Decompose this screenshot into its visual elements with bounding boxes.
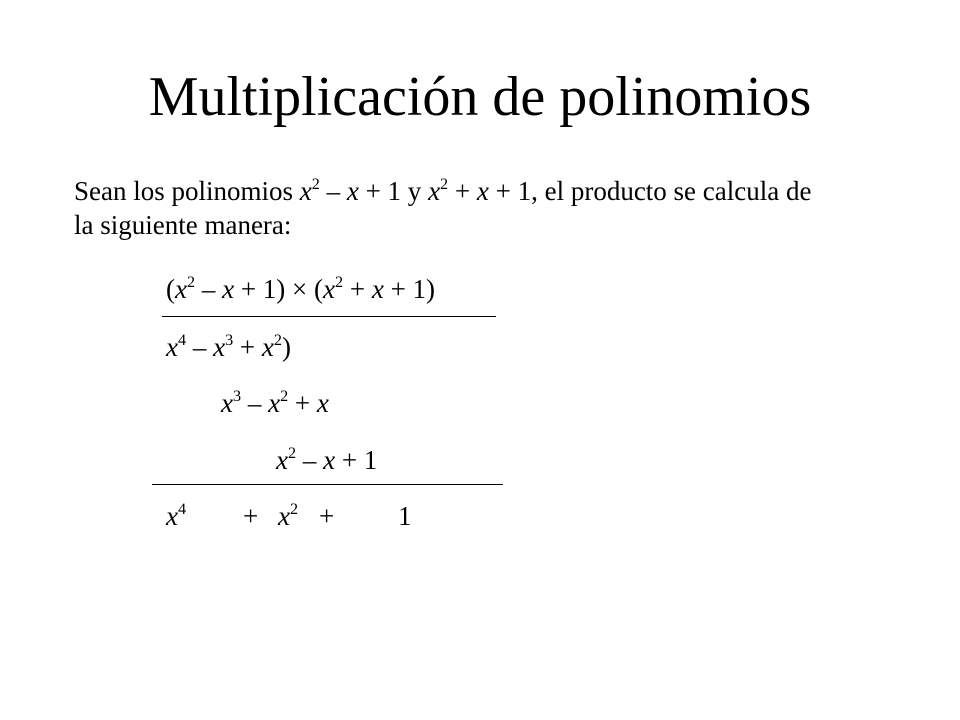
- result-term-x4: [166, 499, 186, 533]
- exponent: 2: [289, 500, 299, 519]
- slide-title: Multiplicación de polinomios: [148, 66, 812, 128]
- exponent: 4: [177, 500, 187, 519]
- intro-text: + 1 y: [358, 176, 429, 206]
- result-constant: 1: [398, 501, 412, 531]
- var-x: x: [222, 274, 235, 304]
- var-x: x: [166, 501, 178, 531]
- operator: –: [319, 176, 347, 206]
- exponent: 4: [177, 331, 187, 350]
- var-x: x: [476, 176, 489, 206]
- divider-line-bottom: [152, 484, 503, 485]
- factors-line: [166, 272, 435, 306]
- var-x: x: [316, 388, 329, 418]
- operator: +: [448, 176, 477, 206]
- paren: (: [307, 274, 324, 304]
- var-x: x: [278, 501, 290, 531]
- term: + 1: [335, 445, 378, 475]
- var-x: x: [323, 274, 335, 304]
- var-x: x: [299, 176, 312, 206]
- intro-paragraph: [74, 174, 834, 242]
- var-x: x: [268, 388, 281, 418]
- var-x: x: [221, 388, 233, 418]
- divider-line-top: [162, 316, 496, 317]
- partial-product-row-2: [221, 386, 329, 420]
- partial-product-row-3: [276, 443, 377, 477]
- var-x: x: [276, 445, 288, 475]
- exponent: 2: [280, 387, 289, 406]
- exponent: 2: [273, 331, 282, 350]
- operator: –: [241, 388, 269, 418]
- operator: +: [288, 388, 317, 418]
- intro-text: + 1, el producto se calcula de la siguiente manera:: [74, 176, 812, 240]
- var-x: x: [371, 274, 384, 304]
- operator: +: [233, 332, 262, 362]
- result-plus-sign: +: [319, 501, 335, 531]
- exponent: 2: [440, 175, 449, 194]
- exponent: 2: [186, 273, 196, 292]
- paren: (: [166, 274, 175, 304]
- var-x: x: [175, 274, 187, 304]
- exponent: 3: [225, 331, 234, 350]
- operator: +: [343, 274, 372, 304]
- exponent: 2: [311, 175, 320, 194]
- var-x: x: [261, 332, 274, 362]
- operator: –: [195, 274, 223, 304]
- exponent: 3: [232, 387, 242, 406]
- operator: –: [296, 445, 324, 475]
- result-term-x2: [278, 499, 298, 533]
- result-plus-sign: +: [243, 501, 259, 531]
- exponent: 2: [335, 273, 344, 292]
- term: + 1): [383, 274, 436, 304]
- var-x: x: [323, 445, 336, 475]
- var-x: x: [166, 332, 178, 362]
- paren: ): [281, 332, 291, 362]
- operator: –: [186, 332, 214, 362]
- var-x: x: [346, 176, 359, 206]
- var-x: x: [213, 332, 226, 362]
- term: + 1): [234, 274, 293, 304]
- intro-text: Sean los polinomios: [74, 176, 300, 206]
- var-x: x: [428, 176, 441, 206]
- exponent: 2: [287, 444, 297, 463]
- times-sign: ×: [292, 274, 308, 304]
- partial-product-row-1: [166, 330, 291, 364]
